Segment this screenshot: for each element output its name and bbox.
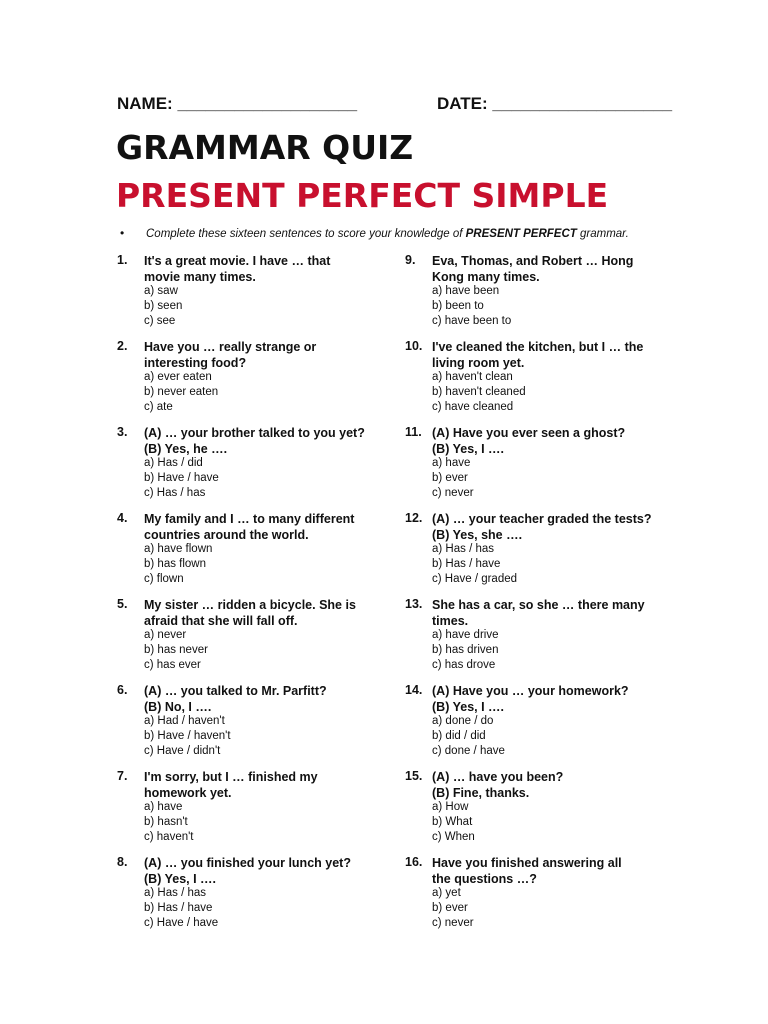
question-text: [432, 511, 687, 543]
question-number: 4.: [117, 511, 128, 525]
answer-options: [144, 370, 218, 415]
answer-option[interactable]: a) have been: [432, 285, 500, 297]
answer-option[interactable]: c) have been to: [432, 315, 512, 327]
question-line: (A) Have you ever seen a ghost?: [432, 426, 626, 440]
answer-option[interactable]: c) When: [432, 831, 475, 843]
question-number: 7.: [117, 769, 128, 783]
answer-option[interactable]: b) ever: [432, 902, 468, 914]
question-line: movie many times.: [144, 270, 256, 284]
question-line: living room yet.: [432, 356, 525, 370]
question-line: the questions …?: [432, 872, 537, 886]
question-number: 13.: [405, 597, 423, 611]
question-number: 8.: [117, 855, 128, 869]
answer-option[interactable]: b) seen: [144, 300, 183, 312]
question-number: 5.: [117, 597, 128, 611]
question-line: (A) … your brother talked to you yet?: [144, 426, 365, 440]
answer-option[interactable]: c) Have / have: [144, 917, 219, 929]
answer-option[interactable]: c) Has / has: [144, 487, 206, 499]
question-line: homework yet.: [144, 786, 232, 800]
answer-option[interactable]: c) haven't: [144, 831, 194, 843]
instruction-text-before: Complete these sixteen sentences to score your knowledge of: [146, 228, 466, 240]
question-number: 16.: [405, 855, 423, 869]
answer-option[interactable]: a) Has / did: [144, 457, 203, 469]
question-line: Kong many times.: [432, 270, 540, 284]
page-subtitle: PRESENT PERFECT SIMPLE: [116, 176, 609, 215]
question-line: (B) Yes, I ….: [432, 700, 505, 714]
question-line: Eva, Thomas, and Robert … Hong: [432, 254, 634, 268]
question-line: afraid that she will fall off.: [144, 614, 298, 628]
answer-option[interactable]: a) have: [432, 457, 471, 469]
question-text: [144, 597, 389, 629]
question-number: 9.: [405, 253, 416, 267]
answer-options: [432, 800, 475, 845]
answer-options: [144, 886, 218, 931]
answer-option[interactable]: a) never: [144, 629, 187, 641]
bullet-icon: •: [120, 226, 125, 240]
question-number: 1.: [117, 253, 128, 267]
answer-option[interactable]: c) ate: [144, 401, 173, 413]
answer-options: [144, 714, 231, 759]
question-number: 12.: [405, 511, 423, 525]
answer-option[interactable]: a) Has / has: [432, 543, 494, 555]
date-field: DATE: ___________________: [437, 94, 673, 113]
answer-option[interactable]: a) saw: [144, 285, 178, 297]
answer-options: [432, 284, 511, 329]
question-line: (B) Yes, I ….: [144, 872, 217, 886]
answer-option[interactable]: c) has drove: [432, 659, 496, 671]
answer-option[interactable]: c) done / have: [432, 745, 505, 757]
answer-option[interactable]: b) has never: [144, 644, 208, 656]
question-line: (A) Have you … your homework?: [432, 684, 629, 698]
question-number: 15.: [405, 769, 423, 783]
answer-options: [144, 628, 208, 673]
answer-option[interactable]: a) have flown: [144, 543, 213, 555]
answer-options: [432, 714, 505, 759]
question-text: [144, 253, 389, 285]
question-text: [432, 683, 687, 715]
answer-options: [432, 542, 517, 587]
answer-options: [432, 370, 526, 415]
answer-option[interactable]: b) haven't cleaned: [432, 386, 526, 398]
question-number: 3.: [117, 425, 128, 439]
instructions: [120, 226, 629, 240]
answer-option[interactable]: c) Have / didn't: [144, 745, 221, 757]
answer-options: [432, 456, 474, 501]
answer-option[interactable]: b) never eaten: [144, 386, 219, 398]
question-number: 14.: [405, 683, 423, 697]
question-line: (A) … have you been?: [432, 770, 564, 784]
question-line: (A) … you talked to Mr. Parfitt?: [144, 684, 327, 698]
question-text: [144, 425, 389, 457]
answer-option[interactable]: b) Have / have: [144, 472, 219, 484]
question-line: I've cleaned the kitchen, but I … the: [432, 340, 644, 354]
answer-option[interactable]: a) How: [432, 801, 469, 813]
answer-options: [432, 628, 498, 673]
answer-option[interactable]: b) has flown: [144, 558, 207, 570]
answer-option[interactable]: c) never: [432, 917, 474, 929]
question-line: My sister … ridden a bicycle. She is: [144, 598, 356, 612]
answer-option[interactable]: a) Had / haven't: [144, 715, 225, 727]
question-text: [432, 339, 687, 371]
answer-option[interactable]: b) has driven: [432, 644, 499, 656]
question-line: countries around the world.: [144, 528, 309, 542]
question-line: (B) Yes, he ….: [144, 442, 228, 456]
answer-option[interactable]: c) see: [144, 315, 176, 327]
answer-option[interactable]: c) flown: [144, 573, 184, 585]
question-text: [432, 425, 687, 457]
answer-option[interactable]: c) have cleaned: [432, 401, 514, 413]
answer-option[interactable]: a) ever eaten: [144, 371, 212, 383]
question-text: [432, 769, 687, 801]
question-number: 11.: [405, 425, 422, 439]
answer-option[interactable]: b) been to: [432, 300, 484, 312]
question-line: It's a great movie. I have … that: [144, 254, 331, 268]
answer-option[interactable]: b) Has / have: [432, 558, 501, 570]
question-text: [144, 339, 389, 371]
header-row: [117, 94, 682, 120]
question-line: times.: [432, 614, 469, 628]
question-line: (A) … your teacher graded the tests?: [432, 512, 652, 526]
answer-option[interactable]: b) did / did: [432, 730, 486, 742]
answer-option[interactable]: b) hasn't: [144, 816, 188, 828]
answer-option[interactable]: c) Have / graded: [432, 573, 518, 585]
answer-option[interactable]: c) never: [432, 487, 474, 499]
answer-option[interactable]: a) yet: [432, 887, 461, 899]
answer-option[interactable]: c) has ever: [144, 659, 201, 671]
question-line: My family and I … to many different: [144, 512, 355, 526]
question-number: 10.: [405, 339, 423, 353]
question-line: (B) Yes, I ….: [432, 442, 505, 456]
instruction-emphasis: PRESENT PERFECT: [465, 228, 577, 240]
answer-option[interactable]: a) haven't clean: [432, 371, 513, 383]
answer-options: [432, 886, 474, 931]
answer-option[interactable]: b) Have / haven't: [144, 730, 231, 742]
answer-option[interactable]: a) Has / has: [144, 887, 206, 899]
question-text: [144, 855, 389, 887]
name-field: NAME: ___________________: [117, 94, 358, 113]
question-line: (B) No, I ….: [144, 700, 212, 714]
question-line: She has a car, so she … there many: [432, 598, 645, 612]
page-title: GRAMMAR QUIZ: [116, 128, 414, 167]
answer-option[interactable]: a) have: [144, 801, 183, 813]
question-line: (B) Fine, thanks.: [432, 786, 530, 800]
answer-option[interactable]: b) ever: [432, 472, 468, 484]
answer-option[interactable]: b) Has / have: [144, 902, 213, 914]
question-text: [144, 683, 389, 715]
question-text: [432, 855, 687, 887]
question-text: [144, 769, 389, 801]
question-line: interesting food?: [144, 356, 247, 370]
answer-options: [144, 542, 212, 587]
question-text: [144, 511, 389, 543]
instruction-text-after: grammar.: [576, 228, 629, 240]
question-line: Have you finished answering all: [432, 856, 622, 870]
question-line: Have you … really strange or: [144, 340, 317, 354]
question-number: 6.: [117, 683, 128, 697]
question-text: [432, 597, 687, 629]
question-line: I'm sorry, but I … finished my: [144, 770, 318, 784]
answer-option[interactable]: a) done / do: [432, 715, 494, 727]
answer-option[interactable]: b) What: [432, 816, 473, 828]
answer-options: [144, 284, 182, 329]
question-line: (A) … you finished your lunch yet?: [144, 856, 351, 870]
answer-options: [144, 800, 194, 845]
question-line: (B) Yes, she ….: [432, 528, 523, 542]
question-text: [432, 253, 687, 285]
answer-options: [144, 456, 219, 501]
answer-option[interactable]: a) have drive: [432, 629, 499, 641]
question-number: 2.: [117, 339, 128, 353]
